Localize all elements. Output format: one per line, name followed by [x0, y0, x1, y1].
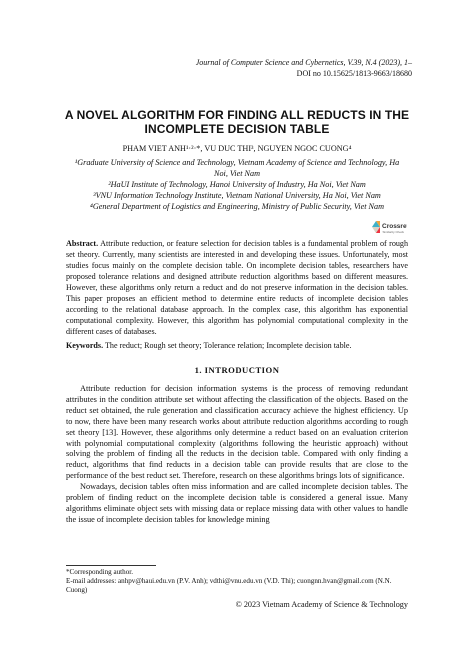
affiliation-4: ⁴General Department of Logistics and Engineering, Ministry of Public Security, Viet Nam: [90, 202, 384, 211]
keywords-text: The reduct; Rough set theory; Tolerance relation; Incomplete decision table.: [104, 341, 352, 350]
keywords: [66, 340, 408, 351]
abstract-label: Abstract.: [66, 239, 99, 248]
crossref-wordmark: Crossref: [382, 223, 407, 230]
affiliations: [70, 157, 404, 212]
journal-header: [196, 57, 412, 79]
paragraph-1: Attribute reduction for decision information systems is the process of removing redundant attributes in the condition attribute set without affecting the classification of the objects. Based on the reduct set obtained, the rule generation and classification accuracy achieve the highest efficiency. Up to now, there have been many research works about attribute reduction algorithms according to rough set theory [13]. However, these algorithms only determine a reduct based on an evaluation criterion with polynomial computational complexity (algorithms following the heuristic approach) without solving the problem of finding all the reducts in the decision table. Compared with only finding a reduct, algorithms that find reducts in a decision table can provide results that are close to the performance of the best reduct set. Therefore, research on these algorithms brings lots of significance.: [66, 384, 408, 481]
doi-text[interactable]: DOI no 10.15625/1813-9663/18680: [296, 69, 412, 78]
author-list: PHAM VIET ANH¹·²·*, VU DUC THI³, NGUYEN NGOC CUONG⁴: [122, 144, 352, 153]
body-text: [66, 384, 408, 526]
email-addresses[interactable]: E-mail addresses: anhpv@haui.edu.vn (P.V. Anh); vdthi@vnu.edu.vn (V.D. Thi); cuongnn.hvan@gmail.com (N.N. Cuong): [66, 577, 392, 594]
section-heading: 1. INTRODUCTION: [194, 365, 280, 375]
affiliation-2: ²HaUI Institute of Technology, Hanoi University of Industry, Ha Noi, Viet Nam: [108, 180, 366, 189]
corresponding-author: *Corresponding author.: [66, 568, 133, 576]
keywords-label: Keywords.: [66, 341, 104, 350]
abstract-text: Attribute reduction, or feature selection for decision tables is a fundamental problem of rough set theory. Currently, many scientists are interested in and developing these issues. Unfortunately, most studies focus mainly on the complete decision table. On incomplete decision tables, researchers have proposed tolerance relations and designed attribute reduction algorithms based on different measures. However, these algorithms only return a reduct and do not preserve information in the decision tables. This paper proposes an efficient method to determine entire reducts of incomplete decision tables according to the relational database approach. In the complex case, this algorithm has exponential computational complexity. However, this algorithm has polynomial computational complexity in the different cases of databases.: [66, 239, 409, 336]
crossref-logo[interactable]: [371, 218, 407, 236]
affiliation-1: ¹Graduate University of Science and Technology, Vietnam Academy of Science and Technology, Ha Noi, Viet Nam: [74, 158, 400, 178]
crossref-icon: [371, 218, 407, 236]
footnote-rule: [66, 565, 156, 566]
affiliation-3: ³VNU Information Technology Institute, Vietnam National University, Ha Noi, Viet Nam: [93, 191, 381, 200]
abstract: [66, 238, 408, 337]
crossref-tag: Similarity Check: [382, 230, 405, 234]
paper-title: A NOVEL ALGORITHM FOR FINDING ALL REDUCTS IN THE INCOMPLETE DECISION TABLE: [64, 108, 410, 136]
journal-citation: Journal of Computer Science and Cybernetics, V.39, N.4 (2023), 1–: [195, 58, 412, 67]
copyright-notice: © 2023 Vietnam Academy of Science & Technology: [235, 600, 408, 609]
footnote: [66, 568, 408, 595]
paragraph-2: Nowadays, decision tables often miss information and are called incomplete decision tables. The problem of finding reduct on the incomplete decision table is considered a general issue. Many algorithms eliminate object sets with missing data or replace missing data with other values to handle the issue of incomplete decision tables for knowledge mining: [66, 482, 408, 524]
